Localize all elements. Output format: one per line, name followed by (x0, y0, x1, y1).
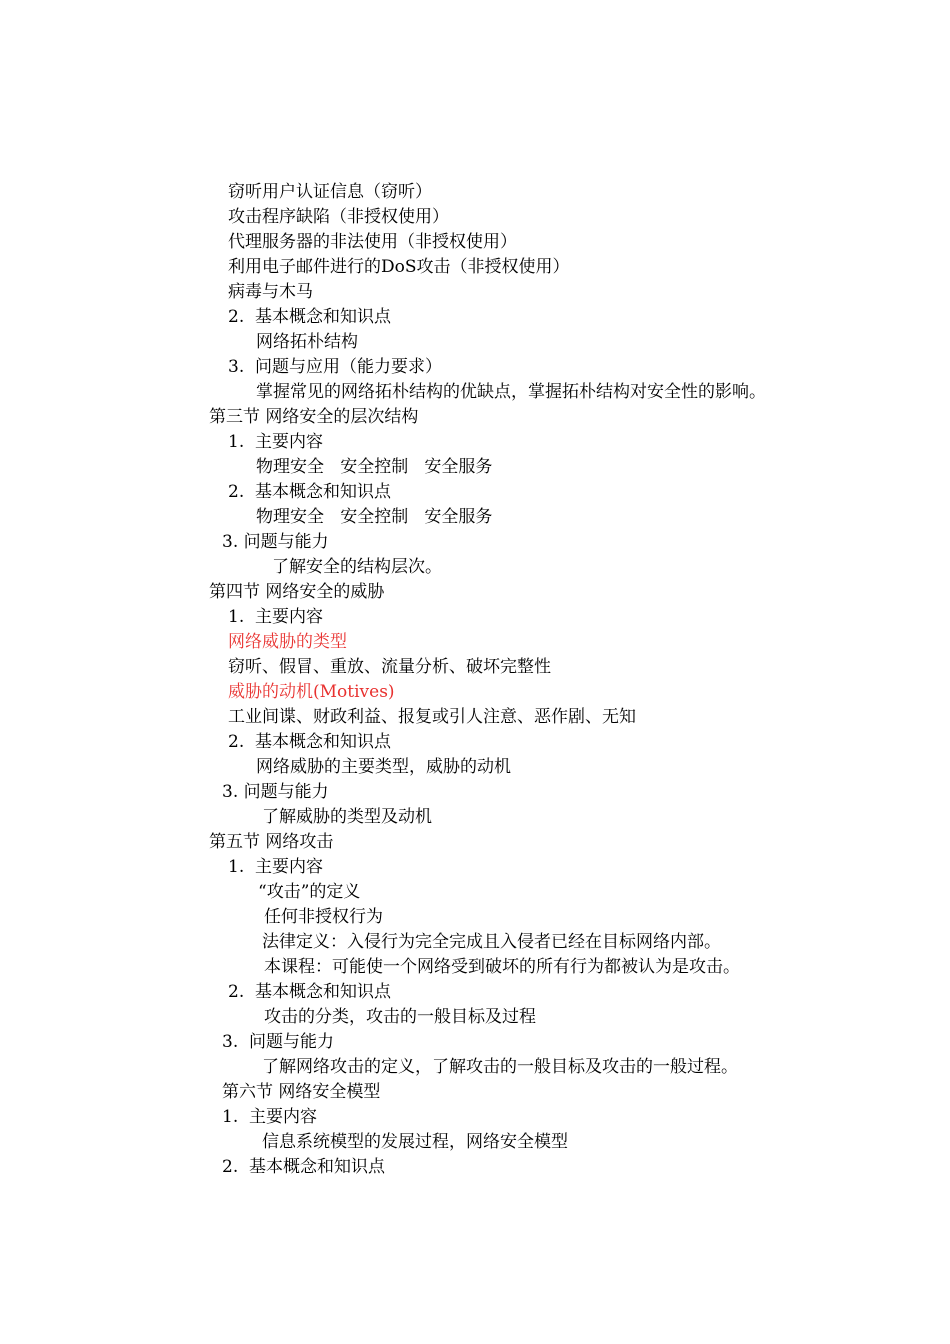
text-line: 1. 主要内容 (228, 607, 324, 627)
text-line: 窃听、假冒、重放、流量分析、破坏完整性 (228, 657, 551, 677)
section-heading: 第四节 网络安全的威胁 (209, 582, 385, 602)
text-line: 网络拓朴结构 (256, 332, 358, 352)
text-line: 2. 基本概念和知识点 (228, 307, 392, 327)
text-line: 1. 主要内容 (228, 432, 324, 452)
text-line: 工业间谍、财政利益、报复或引人注意、恶作剧、无知 (228, 707, 636, 727)
highlighted-text-line: 威胁的动机(Motives) (228, 682, 395, 702)
highlighted-text-line: 网络威胁的类型 (228, 632, 347, 652)
text-line: 物理安全 安全控制 安全服务 (256, 507, 493, 527)
text-line: 了解威胁的类型及动机 (262, 807, 432, 827)
text-line: 信息系统模型的发展过程，网络安全模型 (262, 1132, 568, 1152)
text-line: 任何非授权行为 (264, 907, 383, 927)
section-heading: 第六节 网络安全模型 (222, 1082, 381, 1102)
text-line: 3. 问题与能力 (222, 532, 329, 552)
text-line: 3. 问题与应用（能力要求） (228, 357, 443, 377)
text-line: 2. 基本概念和知识点 (222, 1157, 386, 1177)
text-line: 2. 基本概念和知识点 (228, 482, 392, 502)
text-line: 攻击的分类，攻击的一般目标及过程 (264, 1007, 536, 1027)
section-heading: 第三节 网络安全的层次结构 (209, 407, 419, 427)
text-line: 法律定义：入侵行为完全完成且入侵者已经在目标网络内部。 (262, 932, 721, 952)
text-line: 了解安全的结构层次。 (272, 557, 442, 577)
text-line: 掌握常见的网络拓朴结构的优缺点，掌握拓朴结构对安全性的影响。 (256, 382, 766, 402)
text-line: 病毒与木马 (228, 282, 313, 302)
text-line: 攻击程序缺陷（非授权使用） (228, 207, 449, 227)
text-line: 3. 问题与能力 (222, 1032, 335, 1052)
text-line: 利用电子邮件进行的DoS攻击（非授权使用） (228, 257, 570, 277)
section-heading: 第五节 网络攻击 (209, 832, 334, 852)
text-line: “攻击”的定义 (258, 882, 361, 902)
text-line: 物理安全 安全控制 安全服务 (256, 457, 493, 477)
text-line: 本课程：可能使一个网络受到破坏的所有行为都被认为是攻击。 (264, 957, 740, 977)
text-line: 2. 基本概念和知识点 (228, 732, 392, 752)
text-line: 代理服务器的非法使用（非授权使用） (228, 232, 517, 252)
text-line: 网络威胁的主要类型，威胁的动机 (256, 757, 511, 777)
text-line: 了解网络攻击的定义，了解攻击的一般目标及攻击的一般过程。 (262, 1057, 738, 1077)
text-line: 3. 问题与能力 (222, 782, 329, 802)
text-line: 2. 基本概念和知识点 (228, 982, 392, 1002)
text-line: 1. 主要内容 (222, 1107, 318, 1127)
text-line: 1. 主要内容 (228, 857, 324, 877)
text-line: 窃听用户认证信息（窃听） (228, 182, 432, 202)
